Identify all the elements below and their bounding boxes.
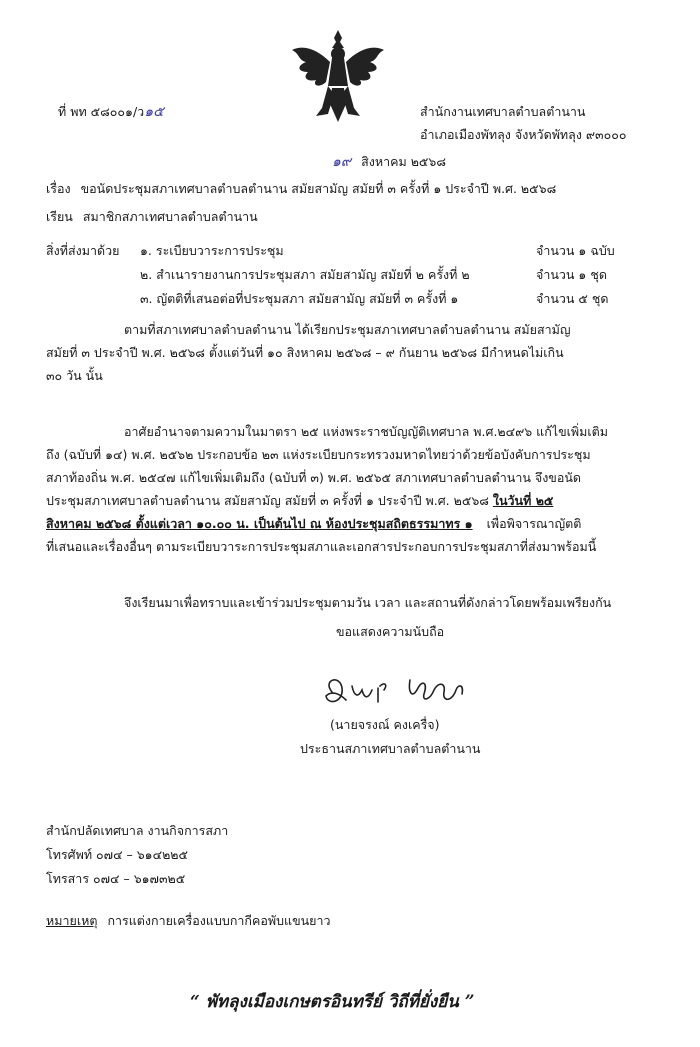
closing-text: ขอแสดงความนับถือ xyxy=(336,624,445,639)
letter-date xyxy=(332,153,446,171)
contact-fax: โทรสาร ๐๗๔ – ๖๑๗๓๒๕ xyxy=(46,871,186,886)
remark-text: การแต่งกายเครื่องแบบกากีคอพับแขนยาว xyxy=(107,913,331,928)
reference-number xyxy=(58,103,164,121)
paragraph-line-text: ประชุมสภาเทศบาลตำบลตำนาน สมัยสามัญ สมัยที่ ๓ ครั้งที่ ๑ ประจำปี พ.ศ. ๒๕๖๘ xyxy=(46,493,489,508)
paragraph-line: ที่เสนอและเรื่องอื่นๆ ตามระเบียบวาระการประชุมสภาและเอกสารประกอบการประชุมสภาที่ส่งมาพร้อมนี้ xyxy=(46,539,597,554)
enclosure-qty: จำนวน ๑ ฉบับ xyxy=(536,243,615,258)
body-paragraph-3: จึงเรียนมาเพื่อทราบและเข้าร่วมประชุมตามวัน เวลา และสถานที่ดังกล่าวโดยพร้อมเพรียงกัน xyxy=(124,595,612,610)
signer-name: (นายจรงณ์ คงเครื่จ) xyxy=(330,717,440,732)
sender-office: สำนักงานเทศบาลตำบลตำนาน xyxy=(420,104,586,119)
enclosure-qty: จำนวน ๕ ชุด xyxy=(536,291,609,306)
contact-phone: โทรศัพท์ ๐๗๔ – ๖๑๔๒๒๕ xyxy=(46,847,189,862)
body-paragraph-2 xyxy=(46,420,658,558)
motto-text: “ พัทลุงเมืองเกษตรอินทรีย์ วิถีที่ยั่งยืน ” xyxy=(190,992,475,1012)
meeting-time-place-emphasis: สิงหาคม ๒๕๖๘ ตั้งแต่เวลา ๑๐.๐๐ น. เป็นต้นไป ณ ห้องประชุมสถิตธรรมาทร ๑ xyxy=(46,516,473,531)
paragraph-line: สภาท้องถิ่น พ.ศ. ๒๕๔๗ แก้ไขเพิ่มเติมถึง (ฉบับที่ ๓) พ.ศ. ๒๕๖๕ สภาเทศบาลตำบลตำนาน จึงขอนัด xyxy=(46,470,582,485)
signer-position: ประธานสภาเทศบาลตำบลตำนาน xyxy=(300,741,481,756)
date-month-year: สิงหาคม ๒๕๖๘ xyxy=(361,154,446,169)
enclosure-item: ๑. ระเบียบวาระการประชุม xyxy=(140,243,284,258)
subject-text: ขอนัดประชุมสภาเทศบาลตำบลตำนาน สมัยสามัญ สมัยที่ ๓ ครั้งที่ ๑ ประจำปี พ.ศ. ๒๕๖๘ xyxy=(80,181,557,196)
recipient-label: เรียน xyxy=(46,209,73,224)
paragraph-line: ๓๐ วัน นั้น xyxy=(46,368,103,383)
sender-address: อำเภอเมืองพัทลุง จังหวัดพัทลุง ๙๓๐๐๐ xyxy=(420,127,627,142)
meeting-date-emphasis: ในวันที่ ๒๕ xyxy=(492,493,554,508)
enclosures-label: สิ่งที่ส่งมาด้วย xyxy=(46,243,120,258)
paragraph-line xyxy=(46,489,658,512)
signature-icon xyxy=(318,672,478,712)
body-paragraph-1 xyxy=(46,318,658,387)
enclosure-item: ๓. ญัตติที่เสนอต่อที่ประชุมสภา สมัยสามัญ สมัยที่ ๓ ครั้งที่ ๑ xyxy=(140,291,459,306)
remark-label: หมายเหตุ xyxy=(46,913,98,928)
recipient-text: สมาชิกสภาเทศบาลตำบลตำนาน xyxy=(82,209,258,224)
recipient-line xyxy=(46,208,258,226)
paragraph-line: อาศัยอำนาจตามความในมาตรา ๒๕ แห่งพระราชบัญญัติเทศบาล พ.ศ.๒๔๙๖ แก้ไขเพิ่มเติม xyxy=(124,424,609,439)
contact-department: สำนักปลัดเทศบาล งานกิจการสภา xyxy=(46,823,229,838)
enclosure-item: ๒. สำเนารายงานการประชุมสภา สมัยสามัญ สมัยที่ ๒ ครั้งที่ ๒ xyxy=(140,267,470,282)
date-day-handwritten: ๑๙ xyxy=(332,154,352,170)
paragraph-line: ตามที่สภาเทศบาลตำบลตำนาน ได้เรียกประชุมสภาเทศบาลตำบลตำนาน สมัยสามัญ xyxy=(124,322,571,337)
remark-line xyxy=(46,912,331,930)
paragraph-line-text: เพื่อพิจารณาญัตติ xyxy=(486,516,582,531)
reference-number-handwritten: ๑๕ xyxy=(144,104,164,120)
paragraph-line: สมัยที่ ๓ ประจำปี พ.ศ. ๒๕๖๘ ตั้งแต่วันที่ ๑๐ สิงหาคม ๒๕๖๘ – ๙ กันยาน ๒๕๖๘ มีกำหนดไม่เกิน xyxy=(46,345,564,360)
paragraph-line: ถึง (ฉบับที่ ๑๔) พ.ศ. ๒๕๖๒ ประกอบข้อ ๒๓ แห่งระเบียบกระทรวงมหาดไทยว่าด้วยข้อบังคับการประชุม xyxy=(46,447,591,462)
subject-line xyxy=(46,180,556,198)
garuda-emblem-icon xyxy=(288,28,388,124)
paragraph-line xyxy=(46,512,658,535)
enclosure-qty: จำนวน ๑ ชุด xyxy=(536,267,607,282)
reference-number-text: ที่ พท ๕๘๐๐๑/ว xyxy=(58,104,145,119)
subject-label: เรื่อง xyxy=(46,181,71,196)
